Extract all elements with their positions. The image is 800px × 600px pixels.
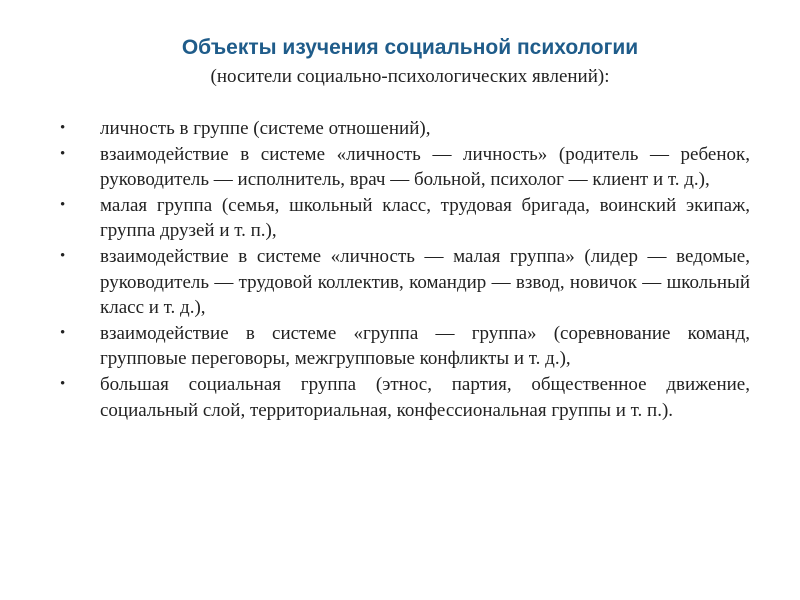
slide-subtitle: (носители социально-психологических явлений): [210,66,610,87]
list-item [60,372,750,423]
list-item-text: личность в группе (системе отношений), [100,118,431,139]
list-item-text: большая социальная группа (этнос, партия, общественное движение, социальный слой, территориальная, конфессиональная группы и т. п.). [100,373,750,421]
slide-title: Объекты изучения социальной психологии [181,36,639,59]
list-item [60,321,750,372]
bullet-icon: • [60,145,66,162]
list-item [60,193,750,244]
list-item-text: взаимодействие в системе «личность — малая группа» (лидер — ведомые, руководитель — трудовой коллектив, командир — взвод, новичок — школьный класс и т. д.), [100,245,750,319]
bullet-icon: • [60,375,66,392]
bullet-icon: • [60,324,66,341]
bullet-icon: • [60,247,66,264]
list-item [60,244,750,321]
list-item-text: взаимодействие в системе «группа — группа» (соревнование команд, групповые переговоры, межгрупповые конфликты и т. д.), [100,322,750,370]
list-item-text: взаимодействие в системе «личность — личность» (родитель — ребенок, руководитель — исполнитель, врач — больной, психолог — клиент и т. д.), [100,143,750,191]
bullet-list [60,116,750,423]
bullet-icon: • [60,120,66,136]
list-item [60,142,750,193]
list-item-text: малая группа (семья, школьный класс, трудовая бригада, воинский экипаж, группа друзей и т. п.), [100,194,750,242]
bullet-icon: • [60,196,66,213]
list-item [60,116,750,142]
